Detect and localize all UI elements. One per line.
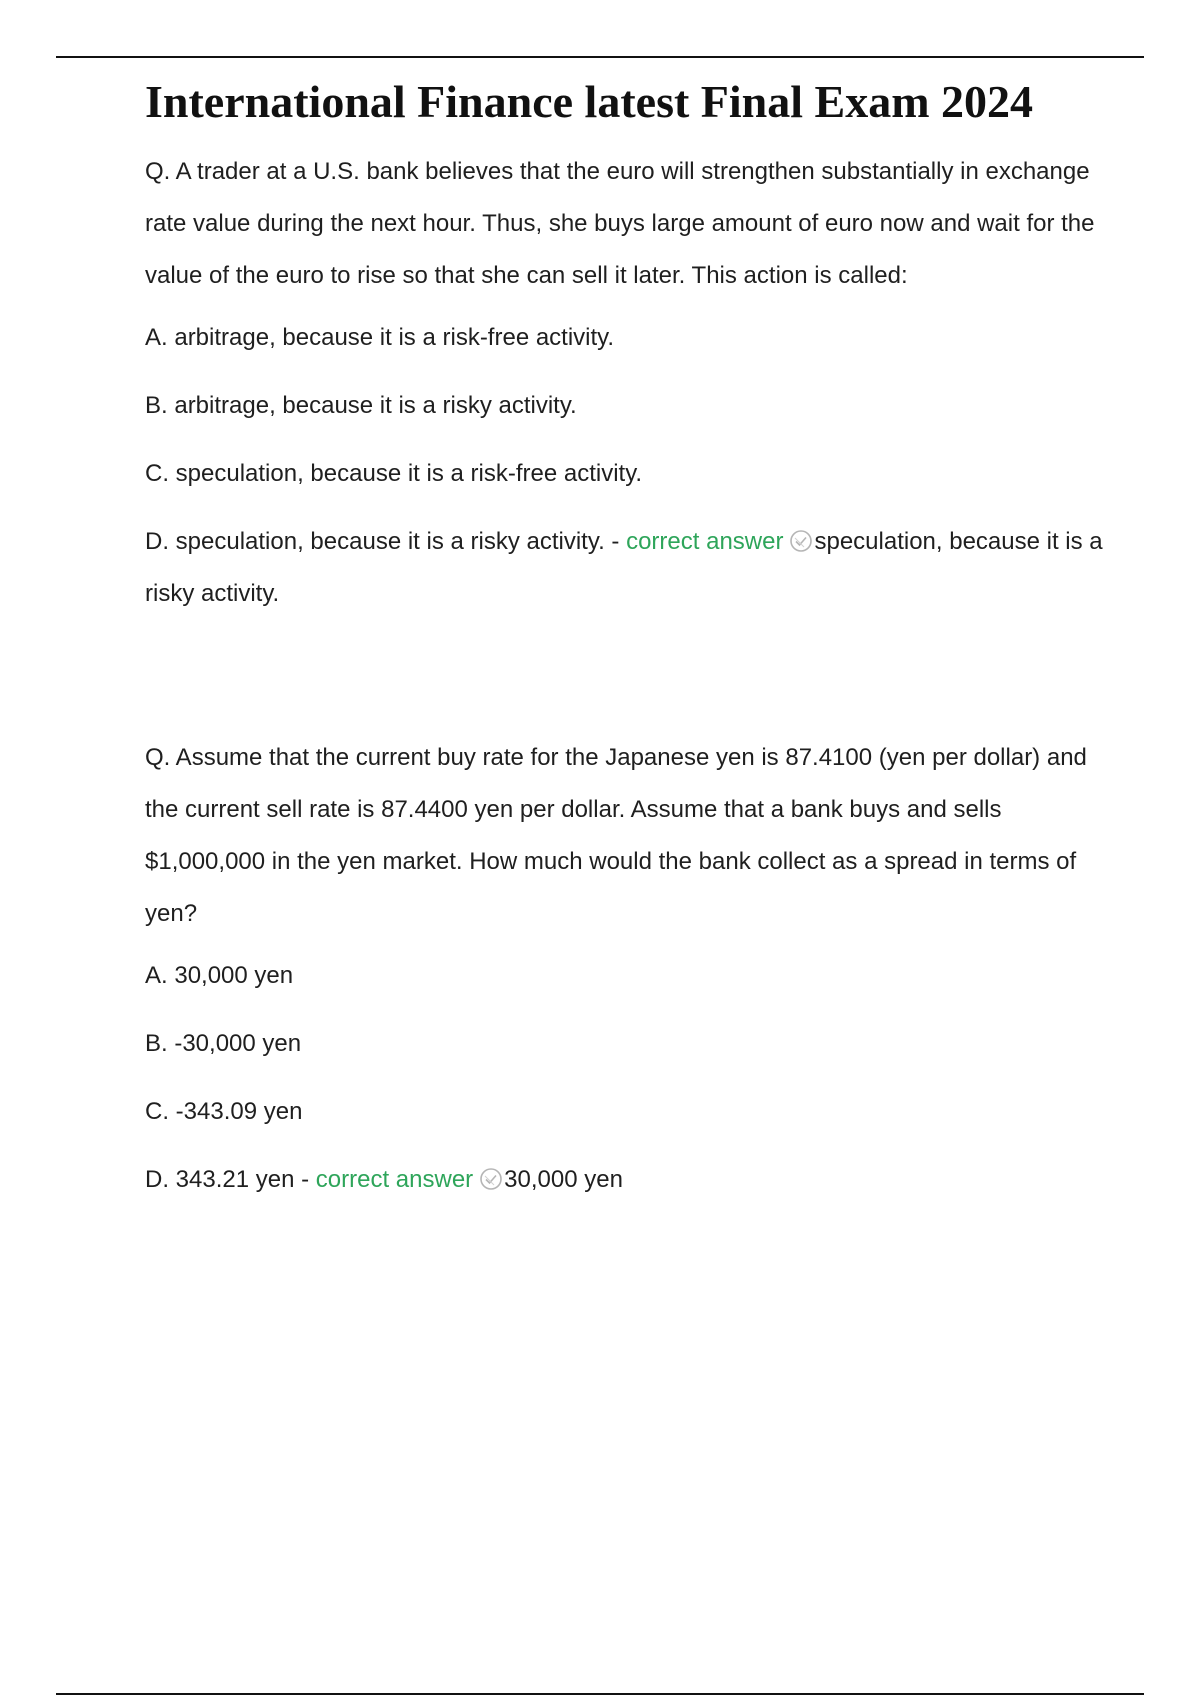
option-d-with-answer <box>145 1154 1105 1206</box>
option-list <box>145 312 1105 620</box>
page-title: International Finance latest Final Exam 2024 <box>145 76 1034 127</box>
correct-answer-label: correct answer <box>315 1166 474 1193</box>
option-a: A. arbitrage, because it is a risk-free activity. <box>145 324 615 351</box>
question-block-1 <box>145 146 1105 620</box>
option-c: C. -343.09 yen <box>145 1098 303 1125</box>
option-c: C. speculation, because it is a risk-free activity. <box>145 460 643 487</box>
check-circle-icon <box>789 520 813 544</box>
option-d: D. speculation, because it is a risky activity. - <box>145 528 620 555</box>
answer-text: 30,000 yen <box>504 1166 623 1193</box>
question-text: Q. Assume that the current buy rate for the Japanese yen is 87.4100 (yen per dollar) and the current sell rate is 87.4400 yen per dollar. Assume that a bank buys and sells $1,000,000 in the yen market. How much would the bank collect as a spread in terms of yen? <box>145 744 1087 927</box>
question-text: Q. A trader at a U.S. bank believes that the euro will strengthen substantially in exchange rate value during the next hour. Thus, she buys large amount of euro now and wait for the value of the euro to rise so that she can sell it later. This action is called: <box>145 158 1095 289</box>
section-spacer <box>145 636 1105 732</box>
option-list <box>145 950 1105 1206</box>
question-block-2 <box>145 732 1105 1206</box>
bottom-rule <box>56 1693 1144 1695</box>
option-d: D. 343.21 yen - <box>145 1166 310 1193</box>
document-page <box>145 72 1105 1222</box>
top-rule <box>56 56 1144 58</box>
check-circle-icon <box>479 1158 503 1182</box>
option-b: B. -30,000 yen <box>145 1030 302 1057</box>
answer-text: speculation, because it is a risky activity. <box>145 528 1103 607</box>
option-a: A. 30,000 yen <box>145 962 294 989</box>
option-d-with-answer <box>145 516 1105 620</box>
option-b: B. arbitrage, because it is a risky activity. <box>145 392 577 419</box>
correct-answer-label: correct answer <box>626 528 784 555</box>
